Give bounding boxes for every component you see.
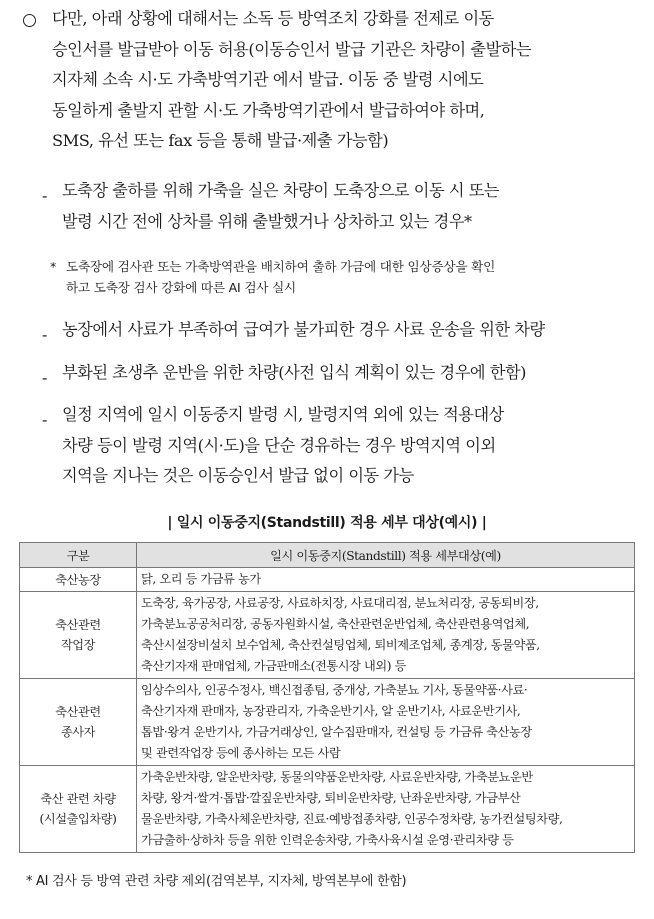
table-row: [20, 766, 635, 853]
circle-bullet-icon: [23, 14, 36, 27]
category-cell: [20, 592, 137, 679]
item-line: 차량 등이 발령 지역(시·도)을 단순 경유하는 경우 방역지역 이외: [62, 435, 496, 455]
item-line: 발령 시간 전에 상차를 위해 출발했거나 상차하고 있는 경우*: [62, 211, 472, 231]
category-line: 축산 관련 차량: [40, 792, 116, 806]
note-line: 도축장에 검사관 또는 가축방역관을 배치하여 출하 가금에 대한 임상증상을 확인: [66, 259, 496, 274]
detail-line: 도축장, 육가공장, 사료공장, 사료하치장, 사료대리점, 분뇨처리장, 공동퇴비장,: [141, 596, 539, 610]
category-cell: [20, 568, 137, 592]
dash-item-slaughterhouse: [62, 176, 499, 237]
standstill-table: [19, 542, 635, 853]
detail-cell: [137, 592, 635, 679]
category-line: 종사자: [60, 725, 96, 739]
category-line: 축산관련: [55, 618, 101, 632]
header-category: 구분: [20, 543, 137, 568]
table-row: [20, 568, 635, 592]
paragraph-line: 동일하게 출발지 관할 시·도 가축방역기관에서 발급하여야 하며,: [52, 100, 485, 120]
category-line: 작업장: [60, 638, 96, 652]
note-line: 하고 도축장 검사 강화에 따른 AI 검사 실시: [66, 280, 297, 295]
item-line: 지역을 지나는 것은 이동승인서 발급 없이 이동 가능: [62, 466, 414, 485]
detail-line: 차량, 왕겨·쌀겨·톱밥·깔짚운반차량, 퇴비운반차량, 난좌운반차량, 가금부산: [141, 791, 521, 805]
paragraph-line: 다만, 아래 상황에 대해서는 소독 등 방역조치 강화를 전제로 이동: [52, 9, 494, 28]
paragraph-line: 지자체 소속 시·도 가축방역기관 에서 발급. 이동 중 발령 시에도: [52, 70, 484, 89]
star-marker: *: [50, 259, 57, 274]
dash-item-transit: [62, 400, 504, 492]
item-line: 일정 지역에 일시 이동중지 발령 시, 발령지역 외에 있는 적용대상: [62, 405, 504, 424]
header-detail: 일시 이동중지(Standstill) 적용 세부대상(예): [137, 543, 635, 568]
detail-cell: [137, 766, 635, 853]
detail-cell: [137, 568, 635, 592]
star-note: [66, 256, 495, 298]
category-line: 축산관련: [55, 705, 101, 719]
table-title: | 일시 이동중지(Standstill) 적용 세부 대상(예시) |: [167, 515, 487, 531]
detail-line: 및 관련작업장 등에 종사하는 모든 사람: [141, 746, 341, 760]
paragraph-line: 승인서를 발급받아 이동 허용(이동승인서 발급 기관은 차량이 출발하는: [52, 39, 532, 59]
category-line: (시설출입차량): [39, 812, 117, 826]
dash-marker: -: [42, 410, 48, 429]
dash-item-chicks: [62, 358, 526, 389]
detail-line: 톱밥·왕겨 운반기사, 가금거래상인, 알수집판매자, 컨설팅 등 가금류 축산농장: [141, 725, 532, 739]
item-line: 부화된 초생추 운반을 위한 차량(사전 입식 계획이 있는 경우에 한함): [62, 363, 527, 382]
detail-line: 임상수의사, 인공수정사, 백신접종팀, 중개상, 가축분뇨 기사, 동물약품·사료·: [141, 683, 528, 697]
footnote: * AI 검사 등 방역 관련 차량 제외(검역본부, 지자체, 방역본부에 한함): [26, 874, 407, 889]
detail-line: 축산시설장비설치 보수업체, 축산컨설팅업체, 퇴비제조업체, 종계장, 동물약품,: [141, 638, 540, 652]
paragraph-line: SMS, 유선 또는 fax 등을 통해 발급·제출 가능함): [52, 131, 389, 150]
detail-line: 닭, 오리 등 가금류 농가: [141, 572, 261, 586]
dash-marker: -: [42, 368, 48, 387]
category-cell: [20, 766, 137, 853]
main-paragraph: [52, 4, 531, 157]
detail-cell: [137, 679, 635, 766]
dash-item-feed: [62, 315, 545, 346]
table-row: [20, 679, 635, 766]
item-line: 농장에서 사료가 부족하여 급여가 불가피한 경우 사료 운송을 위한 차량: [62, 320, 545, 339]
category-cell: [20, 679, 137, 766]
detail-line: 물운반차량, 가축사체운반차량, 진료·예방접종차량, 인공수정차량, 농가컨설팅차량,: [141, 812, 563, 826]
table-row: [20, 592, 635, 679]
dash-marker: -: [42, 325, 48, 344]
detail-line: 가축운반차량, 알운반차량, 동물의약품운반차량, 사료운반차량, 가축분뇨운반: [141, 770, 533, 784]
item-line: 도축장 출하를 위해 가축을 실은 차량이 도축장으로 이동 시 또는: [62, 181, 500, 200]
detail-line: 가금출하·상하차 등을 위한 인력운송차량, 가축사육시설 운영·관리차량 등: [141, 833, 514, 847]
category-line: 축산농장: [55, 572, 101, 587]
table-header-row: [20, 543, 635, 568]
detail-line: 가축분뇨공공처리장, 공동자원화시설, 축산관련운반업체, 축산관련용역업체,: [141, 617, 530, 631]
detail-line: 축산기자재 판매자, 농장관리자, 가축운반기사, 알 운반기사, 사료운반기사,: [141, 704, 521, 718]
detail-line: 축산기자재 판매업체, 가금판매소(전통시장 내외) 등: [141, 659, 406, 673]
dash-marker: -: [42, 186, 48, 205]
